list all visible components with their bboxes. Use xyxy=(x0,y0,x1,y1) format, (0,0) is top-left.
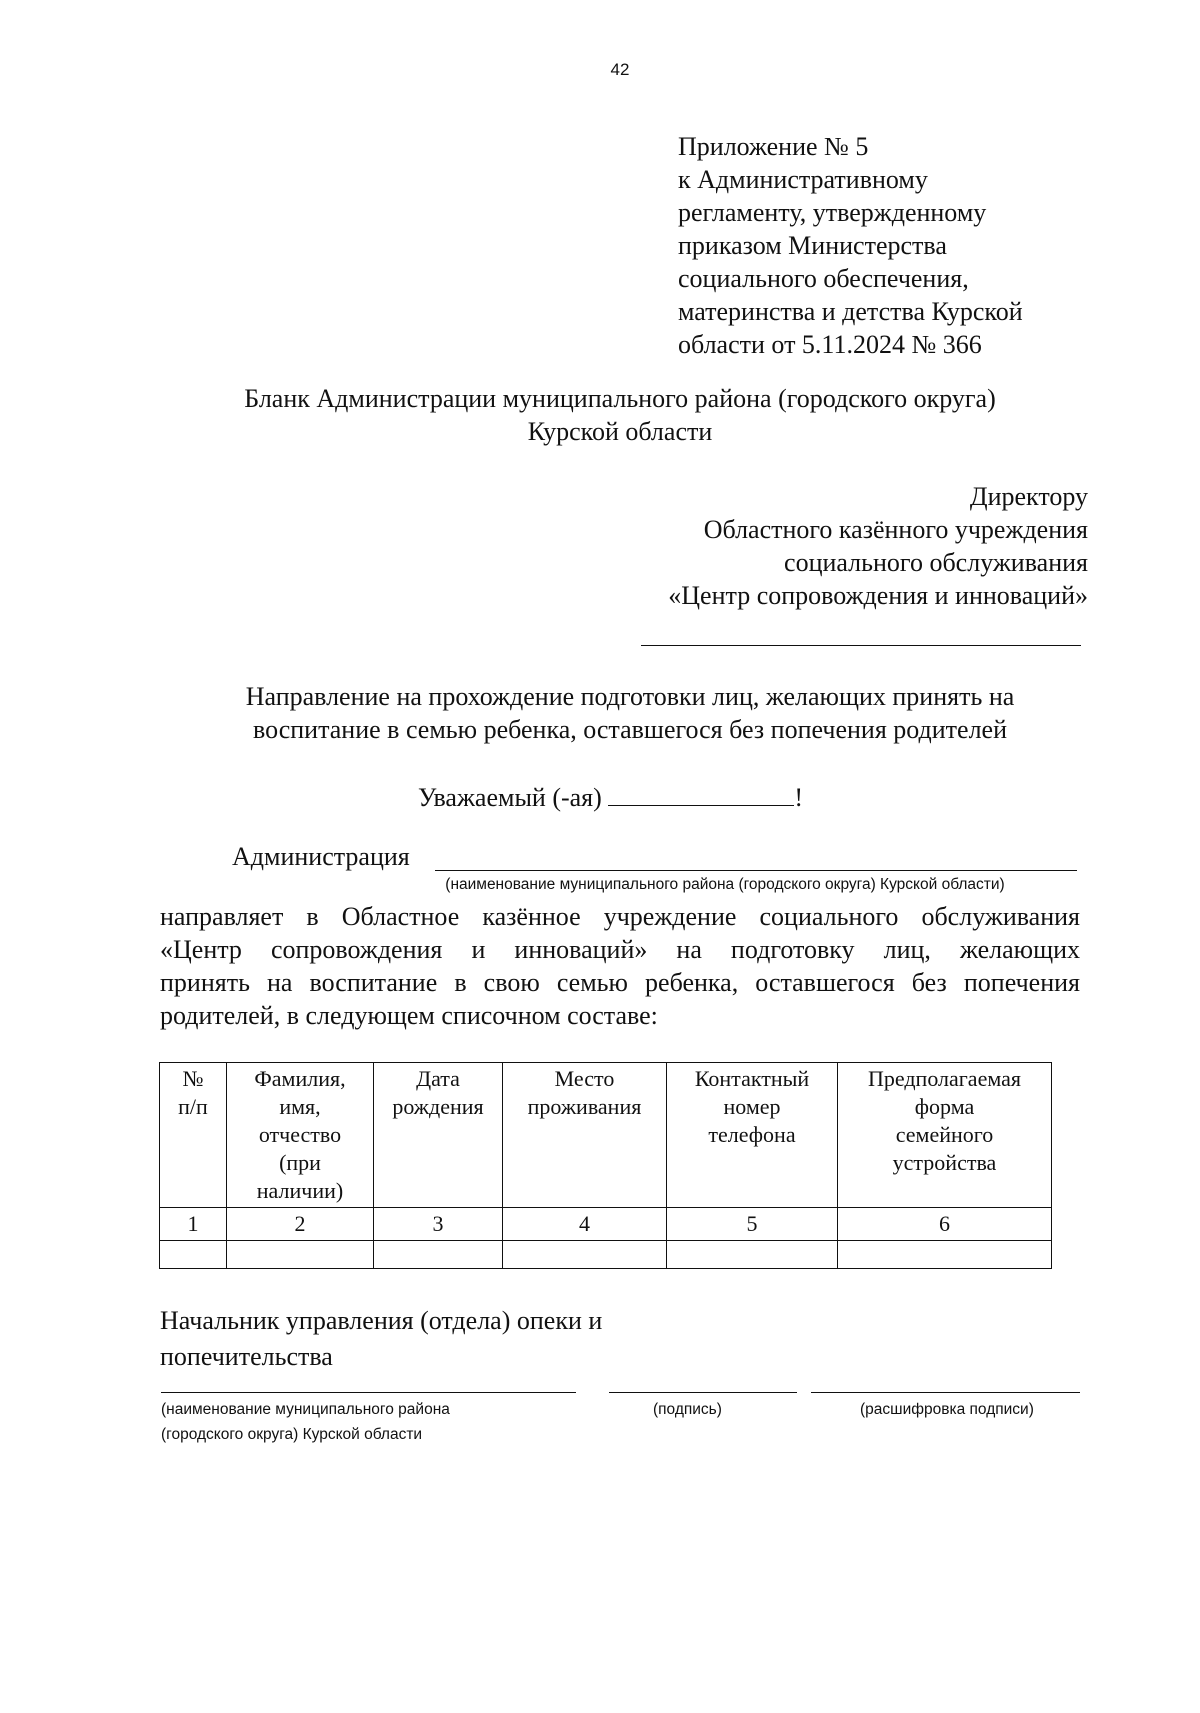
header-cell-phone xyxy=(667,1063,838,1208)
header-cell-line: № xyxy=(182,1066,204,1091)
appendix-line: регламенту, утвержденному xyxy=(678,198,987,227)
appendix-line: материнства и детства Курской xyxy=(678,297,1023,326)
header-cell-line: Дата xyxy=(416,1066,460,1091)
table-cell[interactable] xyxy=(838,1241,1052,1269)
header-cell-line: Контактный xyxy=(694,1066,810,1091)
body-line: «Центр сопровождения и инноваций» на подготовку лиц, желающих xyxy=(160,935,1080,964)
greeting-exclamation: ! xyxy=(794,783,803,812)
addressee-blank-line xyxy=(641,645,1081,646)
table-row xyxy=(160,1241,1052,1269)
header-cell-line: (при xyxy=(279,1150,321,1175)
document-title-line: Направление на прохождение подготовки лиц, желающих принять на xyxy=(245,682,1015,711)
header-cell-residence xyxy=(503,1063,667,1208)
signature-title xyxy=(160,1303,602,1375)
document-title xyxy=(0,680,1200,746)
signature-decoding-line xyxy=(811,1392,1080,1393)
appendix-line: приказом Министерства xyxy=(678,231,947,260)
column-number-cell: 6 xyxy=(838,1208,1052,1241)
signature-title-line: попечительства xyxy=(160,1342,333,1371)
header-cell-line: рождения xyxy=(392,1094,484,1119)
greeting-name-blank xyxy=(608,781,794,806)
column-number-cell: 1 xyxy=(160,1208,227,1241)
greeting xyxy=(418,781,803,814)
header-cell-line: семейного xyxy=(895,1122,994,1147)
candidates-table xyxy=(159,1062,1052,1269)
header-cell-family-form xyxy=(838,1063,1052,1208)
addressee-line: Областного казённого учреждения xyxy=(703,515,1088,544)
column-number-cell: 4 xyxy=(503,1208,667,1241)
signature-title-line: Начальник управления (отдела) опеки и xyxy=(160,1306,603,1335)
table-number-row xyxy=(160,1208,1052,1241)
header-cell-line: телефона xyxy=(708,1122,796,1147)
body-paragraph xyxy=(160,900,1080,1032)
caption-line: (городского округа) Курской области xyxy=(161,1426,423,1443)
greeting-text: Уважаемый (-ая) xyxy=(418,783,602,812)
municipality-name-caption xyxy=(161,1397,450,1447)
body-line: направляет в Областное казённое учреждение социального обслуживания xyxy=(160,902,1080,931)
header-cell-line: форма xyxy=(914,1094,975,1119)
signature-caption: (подпись) xyxy=(653,1401,722,1418)
header-cell-line: наличии) xyxy=(256,1178,344,1203)
appendix-line: к Административному xyxy=(678,165,928,194)
header-cell-line: номер xyxy=(723,1094,781,1119)
table-cell[interactable] xyxy=(160,1241,227,1269)
header-cell-line: имя, xyxy=(279,1094,321,1119)
signature-line xyxy=(609,1392,797,1393)
table-cell[interactable] xyxy=(667,1241,838,1269)
header-cell-full-name xyxy=(227,1063,374,1208)
table-cell[interactable] xyxy=(374,1241,503,1269)
appendix-line: социального обеспечения, xyxy=(678,264,969,293)
letterhead-line: Курской области xyxy=(527,417,713,446)
header-cell-line: п/п xyxy=(178,1094,208,1119)
column-number-cell: 2 xyxy=(227,1208,374,1241)
administration-label: Администрация xyxy=(232,842,410,871)
column-number-cell: 3 xyxy=(374,1208,503,1241)
appendix-line: области от 5.11.2024 № 366 xyxy=(678,330,982,359)
page-number: 42 xyxy=(610,60,630,79)
appendix-line: Приложение № 5 xyxy=(678,132,869,161)
table-header-row xyxy=(160,1063,1052,1208)
addressee-block xyxy=(668,480,1088,612)
caption-line: (наименование муниципального района xyxy=(161,1401,450,1418)
addressee-line: Директору xyxy=(969,482,1088,511)
body-line: принять на воспитание в свою семью ребенка, оставшегося без попечения xyxy=(160,968,1080,997)
header-cell-line: Место xyxy=(554,1066,615,1091)
signature-decoding-caption: (расшифровка подписи) xyxy=(860,1401,1034,1418)
administration-caption: (наименование муниципального района (городского округа) Курской области) xyxy=(445,876,1005,893)
table-cell[interactable] xyxy=(503,1241,667,1269)
letterhead-line: Бланк Администрации муниципального района (городского округа) xyxy=(244,384,996,413)
header-cell-line: Фамилия, xyxy=(254,1066,346,1091)
header-cell-line: Предполагаемая xyxy=(868,1066,1021,1091)
administration-blank-line xyxy=(435,870,1077,871)
table-cell[interactable] xyxy=(227,1241,374,1269)
body-line: родителей, в следующем списочном составе: xyxy=(160,1001,658,1030)
column-number-cell: 5 xyxy=(667,1208,838,1241)
header-cell-line: проживания xyxy=(527,1094,642,1119)
addressee-line: социального обслуживания xyxy=(784,548,1088,577)
header-cell-number xyxy=(160,1063,227,1208)
addressee-line: «Центр сопровождения и инноваций» xyxy=(668,581,1088,610)
header-cell-line: отчество xyxy=(258,1122,342,1147)
letterhead xyxy=(0,382,1200,448)
document-title-line: воспитание в семью ребенка, оставшегося без попечения родителей xyxy=(252,715,1008,744)
municipality-name-line xyxy=(161,1392,576,1393)
header-cell-line: устройства xyxy=(892,1150,997,1175)
appendix-block xyxy=(678,130,1023,361)
header-cell-birth-date xyxy=(374,1063,503,1208)
